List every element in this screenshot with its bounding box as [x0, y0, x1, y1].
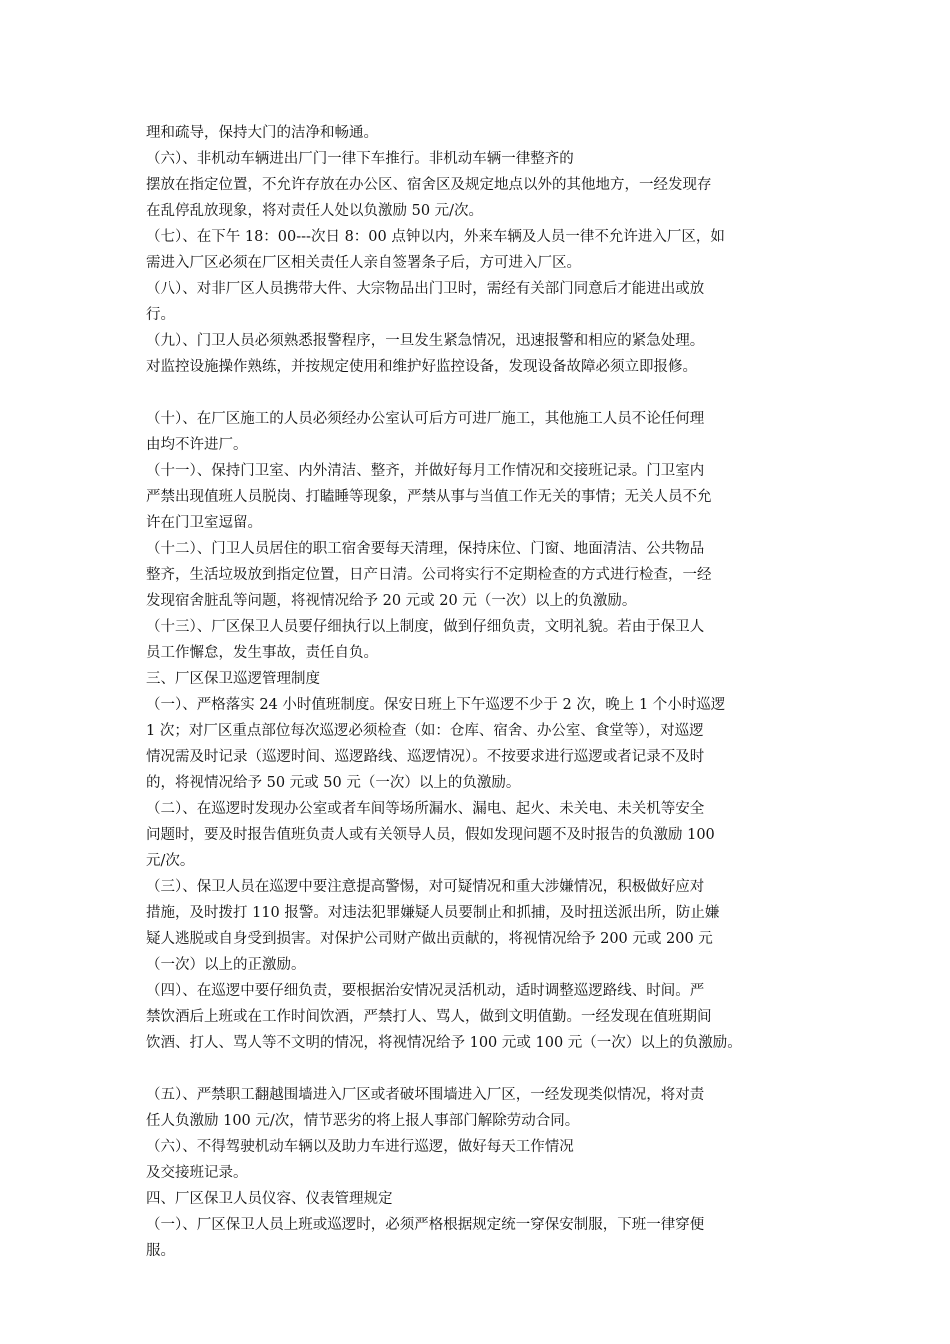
text-line: 任人负激励 100 元/次，情节恶劣的将上报人事部门解除劳动合同。	[146, 1113, 580, 1129]
text-line: 对监控设施操作熟练，并按规定使用和维护好监控设备，发现设备故障必须立即报修。	[146, 359, 697, 375]
text-line: 的，将视情况给予 50 元或 50 元（一次）以上的负激励。	[146, 775, 521, 791]
text-line: （十二）、门卫人员居住的职工宿舍要每天清理，保持床位、门窗、地面清洁、公共物品	[146, 541, 705, 557]
text-line: （九）、门卫人员必须熟悉报警程序，一旦发生紧急情况，迅速报警和相应的紧急处理。	[146, 333, 705, 349]
text-line: （八）、对非厂区人员携带大件、大宗物品出门卫时，需经有关部门同意后才能进出或放	[146, 281, 705, 297]
text-line: 三、厂区保卫巡逻管理制度	[146, 671, 320, 687]
text-line: （五）、严禁职工翻越围墙进入厂区或者破坏围墙进入厂区，一经发现类似情况，将对责	[146, 1087, 705, 1103]
text-line: （一）、严格落实 24 小时值班制度。保安日班上下午巡逻不少于 2 次，晚上 1 个小时巡逻	[146, 697, 726, 713]
text-line: 由均不许进厂。	[146, 437, 248, 453]
text-line: 疑人逃脱或自身受到损害。对保护公司财产做出贡献的，将视情况给予 200 元或 200 元	[146, 931, 713, 947]
text-line: 禁饮酒后上班或在工作时间饮酒，严禁打人、骂人，做到文明值勤。一经发现在值班期间	[146, 1009, 712, 1025]
text-line: （七）、在下午 18：00---次日 8：00 点钟以内，外来车辆及人员一律不允许进入厂区，如	[146, 229, 725, 245]
text-line: 服。	[146, 1243, 175, 1259]
text-line: 情况需及时记录（巡逻时间、巡逻路线、巡逻情况）。不按要求进行巡逻或者记录不及时	[146, 749, 705, 765]
text-line: （一）、厂区保卫人员上班或巡逻时，必须严格根据规定统一穿保安制服，下班一律穿便	[146, 1217, 705, 1233]
text-line: 问题时，要及时报告值班负责人或有关领导人员，假如发现问题不及时报告的负激励 100	[146, 827, 715, 843]
text-line: 理和疏导，保持大门的洁净和畅通。	[146, 125, 378, 141]
text-line: 元/次。	[146, 853, 195, 869]
text-line: （六）、非机动车辆进出厂门一律下车推行。非机动车辆一律整齐的	[146, 151, 574, 167]
text-line: 严禁出现值班人员脱岗、打瞌睡等现象，严禁从事与当值工作无关的事情；无关人员不允	[146, 489, 712, 505]
text-line: 摆放在指定位置，不允许存放在办公区、宿舍区及规定地点以外的其他地方，一经发现存	[146, 177, 712, 193]
text-line: 许在门卫室逗留。	[146, 515, 262, 531]
text-line: （六）、不得驾驶机动车辆以及助力车进行巡逻，做好每天工作情况	[146, 1139, 574, 1155]
text-line: （三）、保卫人员在巡逻中要注意提高警惕，对可疑情况和重大涉嫌情况，积极做好应对	[146, 879, 705, 895]
text-line: 1 次；对厂区重点部位每次巡逻必须检查（如：仓库、宿舍、办公室、食堂等），对巡逻	[146, 723, 704, 739]
text-line: 需进入厂区必须在厂区相关责任人亲自签署条子后，方可进入厂区。	[146, 255, 581, 271]
blank-line	[146, 1056, 826, 1082]
text-line: 在乱停乱放现象，将对责任人处以负激励 50 元/次。	[146, 203, 484, 219]
text-line: （四）、在巡逻中要仔细负责，要根据治安情况灵活机动，适时调整巡逻路线、时间。严	[146, 983, 705, 999]
text-line: 整齐，生活垃圾放到指定位置，日产日清。公司将实行不定期检查的方式进行检查，一经	[146, 567, 712, 583]
text-line: （一次）以上的正激励。	[146, 957, 306, 973]
text-line: 措施，及时拨打 110 报警。对违法犯罪嫌疑人员要制止和抓捕，及时扭送派出所，防止嫌	[146, 905, 720, 921]
text-line: 员工作懈怠，发生事故，责任自负。	[146, 645, 378, 661]
text-line: 行。	[146, 307, 175, 323]
text-line: （十三）、厂区保卫人员要仔细执行以上制度，做到仔细负责，文明礼貌。若由于保卫人	[146, 619, 705, 635]
text-line: （二）、在巡逻时发现办公室或者车间等场所漏水、漏电、起火、未关电、未关机等安全	[146, 801, 705, 817]
text-line: 四、厂区保卫人员仪容、仪表管理规定	[146, 1191, 393, 1207]
blank-line	[146, 380, 826, 406]
text-line: （十一）、保持门卫室、内外清洁、整齐，并做好每月工作情况和交接班记录。门卫室内	[146, 463, 705, 479]
document-body	[146, 120, 826, 1264]
text-line: 饮酒、打人、骂人等不文明的情况，将视情况给予 100 元或 100 元（一次）以上的负激励。	[146, 1035, 742, 1051]
text-line: 及交接班记录。	[146, 1165, 248, 1181]
text-line: （十）、在厂区施工的人员必须经办公室认可后方可进厂施工，其他施工人员不论任何理	[146, 411, 705, 427]
text-line: 发现宿舍脏乱等问题，将视情况给予 20 元或 20 元（一次）以上的负激励。	[146, 593, 637, 609]
